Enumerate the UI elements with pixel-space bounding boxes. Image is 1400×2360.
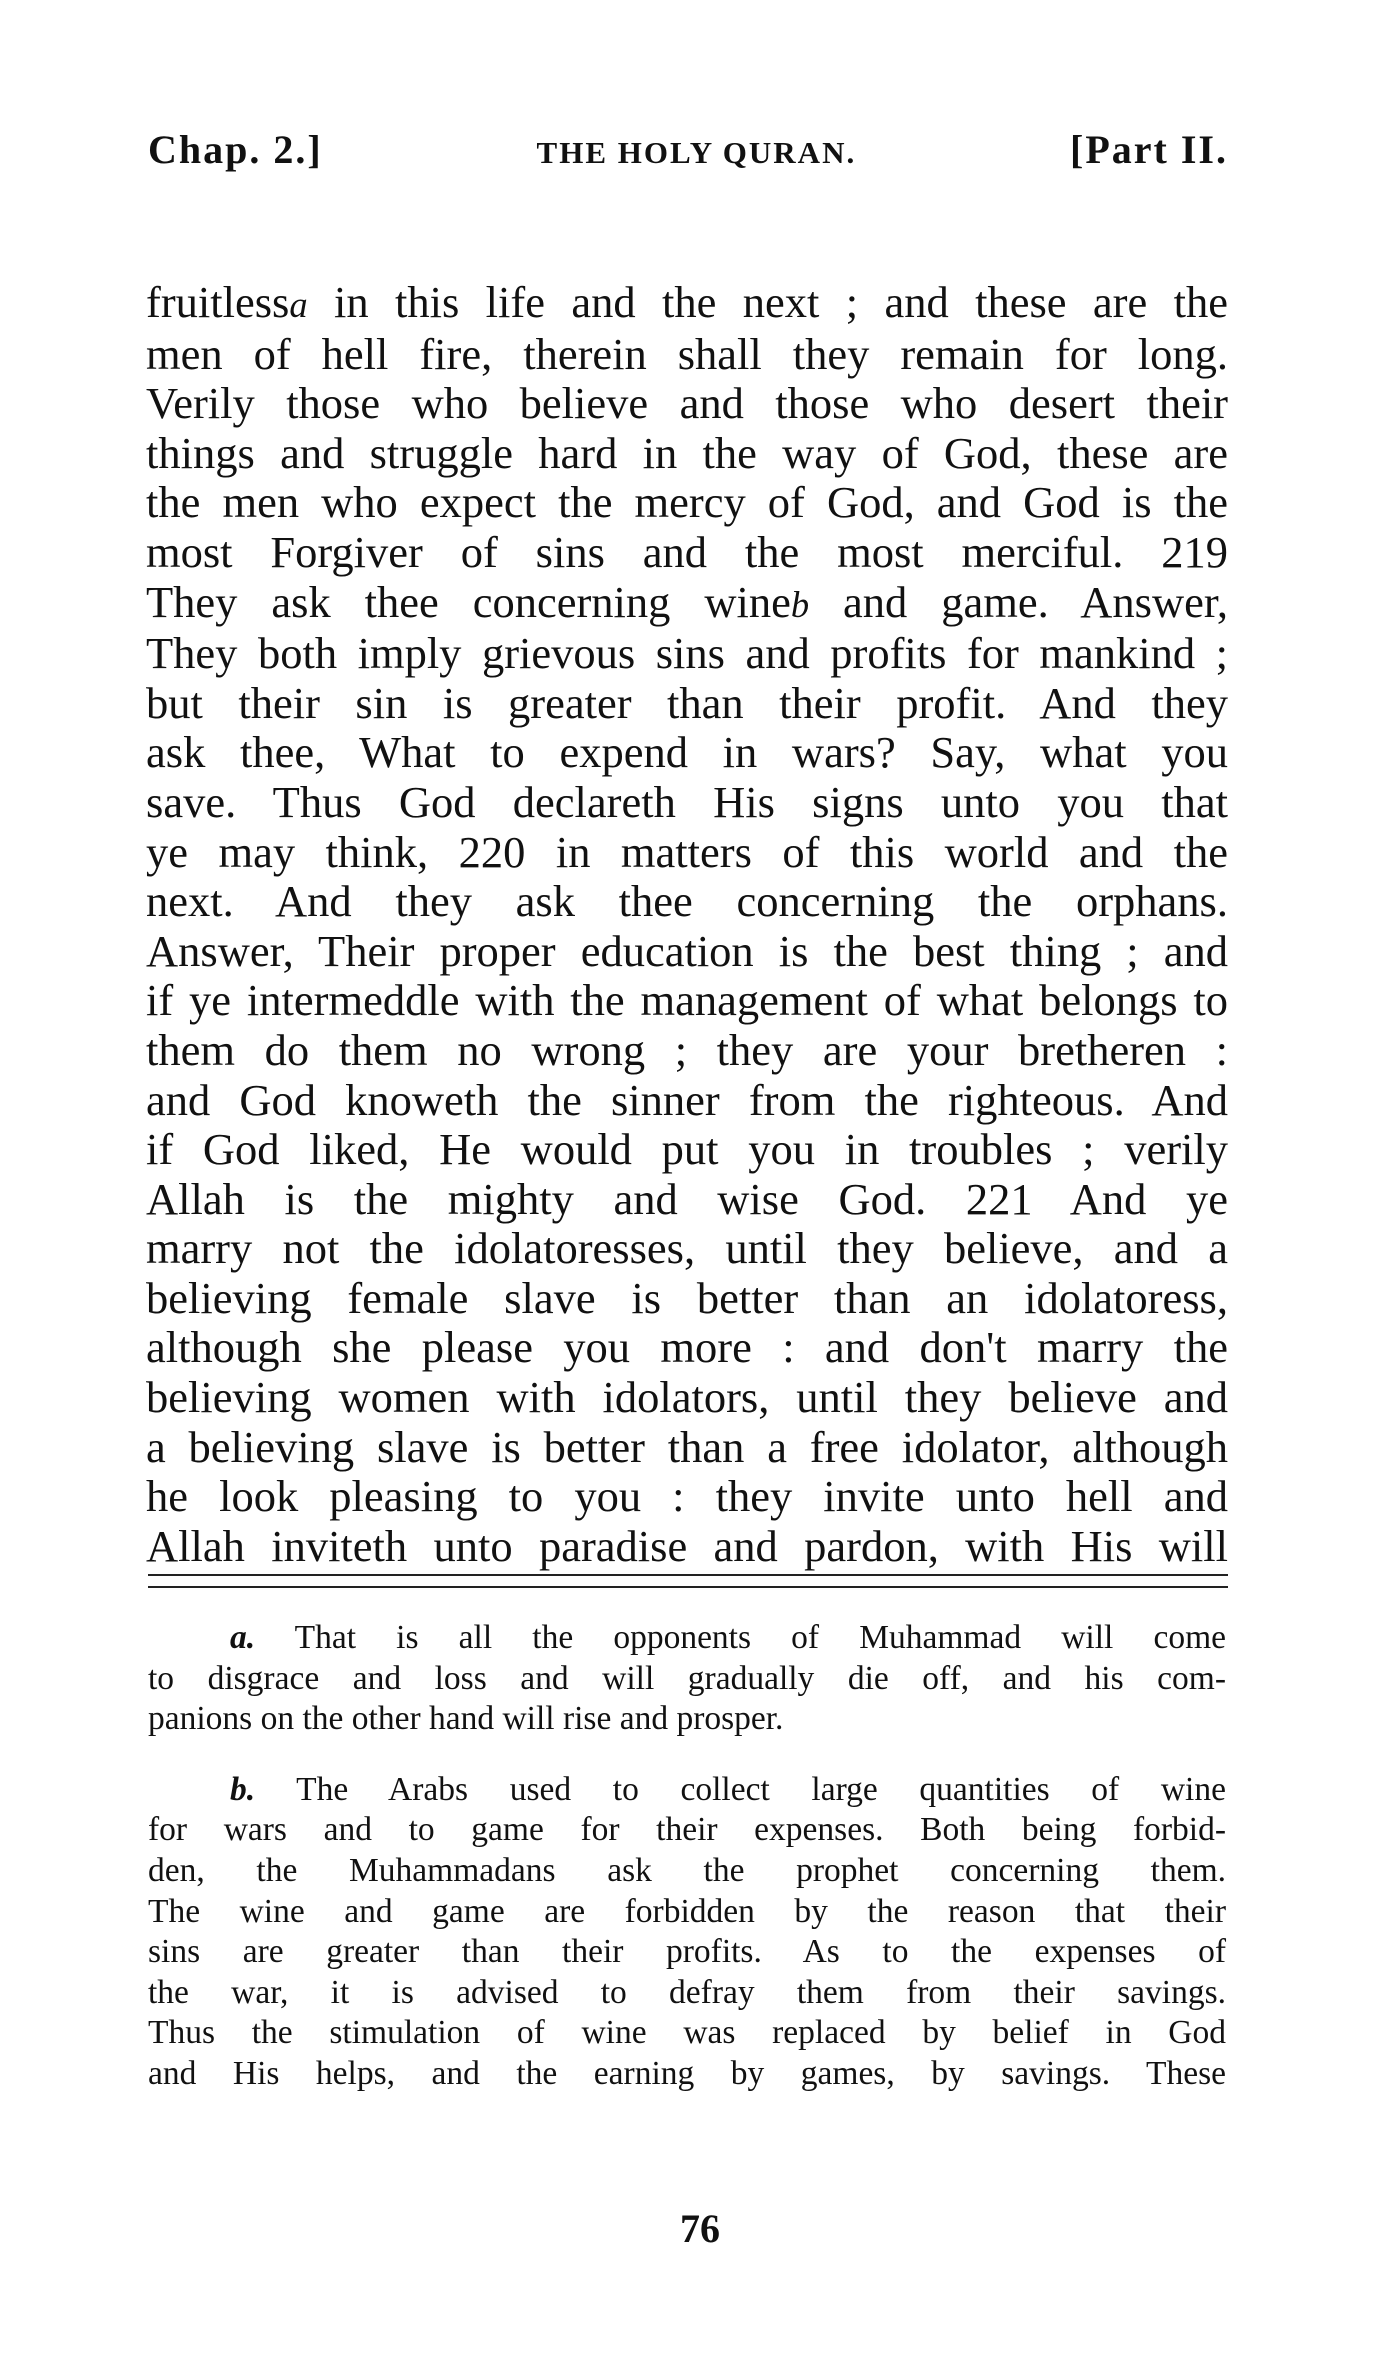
main-text (146, 278, 1228, 1571)
text-line: Allah inviteth unto paradise and pardon, with His will (146, 1520, 1228, 1571)
text-line: he look pleasing to you : they invite unto hell and (146, 1471, 1228, 1522)
text-line: them do them no wrong ; they are your bretheren : (146, 1024, 1228, 1075)
text-line: Allah is the mighty and wise God. 221 And ye (146, 1173, 1228, 1224)
footnote-line: Thus the stimulation of wine was replaced by belief in God (148, 2014, 1226, 2052)
part-label: [Part II. (1070, 127, 1228, 172)
footnote-divider (148, 1574, 1228, 1588)
text-line: ask thee, What to expend in wars? Say, what you (146, 727, 1228, 778)
footnote-line: the war, it is advised to defray them from their savings. (148, 1973, 1226, 2011)
footnote-marker: b. (230, 1770, 256, 1808)
footnote-line: panions on the other hand will rise and prosper. (148, 1700, 784, 1738)
footnote-line: to disgrace and loss and will gradually die off, and his com- (148, 1659, 1226, 1697)
text-line: and God knoweth the sinner from the righteous. And (146, 1074, 1228, 1125)
text-line: things and struggle hard in the way of God, these are (146, 427, 1228, 478)
text-line: They ask thee concerning wineb and game. Answer, (146, 576, 1228, 627)
text-line: the men who expect the mercy of God, and God is the (146, 477, 1228, 528)
footnote-line: den, the Muhammadans ask the prophet concerning them. (148, 1851, 1226, 1889)
book-title: THE HOLY QURAN. (536, 135, 857, 170)
text-line: fruitlessa in this life and the next ; and these are the (146, 277, 1228, 327)
text-line: save. Thus God declareth His signs unto you that (146, 776, 1228, 827)
footnote-line: for wars and to game for their expenses. Both being forbid- (148, 1811, 1226, 1849)
footnote-line: and His helps, and the earning by games, by savings. These (148, 2054, 1226, 2092)
text-line: if ye intermeddle with the management of what belongs to (146, 975, 1228, 1026)
text-line: if God liked, He would put you in troubles ; verily (146, 1124, 1228, 1175)
text-line: Answer, Their proper education is the best thing ; and (146, 925, 1228, 976)
running-header (148, 126, 1228, 173)
text-line: next. And they ask thee concerning the orphans. (146, 876, 1228, 927)
page-number: 76 (680, 2206, 720, 2251)
footnote-line: sins are greater than their profits. As to the expenses of (148, 1933, 1226, 1971)
footnote-marker: a. (230, 1619, 256, 1656)
footnotes (148, 1618, 1226, 2095)
text-line: men of hell fire, therein shall they remain for long. (146, 328, 1228, 379)
text-line: ye may think, 220 in matters of this world and the (146, 826, 1228, 877)
text-line: believing female slave is better than an idolatoress, (146, 1272, 1228, 1323)
chapter-label: Chap. 2.] (148, 127, 323, 172)
footnote-a (148, 1618, 1226, 1740)
text-line: believing women with idolators, until they believe and (146, 1372, 1228, 1423)
text-line: but their sin is greater than their profit. And they (146, 677, 1228, 728)
footnote-line: The wine and game are forbidden by the reason that their (148, 1892, 1226, 1930)
text-line: a believing slave is better than a free idolator, although (146, 1421, 1228, 1472)
footnote-ref-a: a (289, 284, 308, 325)
text-line: Verily those who believe and those who desert their (146, 378, 1228, 429)
footnote-line: b. The Arabs used to collect large quantities of wine (230, 1770, 1226, 1808)
footnote-b (148, 1770, 1226, 2095)
text-line: although she please you more : and don't marry the (146, 1322, 1228, 1373)
footnote-line: a. That is all the opponents of Muhammad will come (230, 1619, 1226, 1656)
text-line: They both imply grievous sins and profits for mankind ; (146, 628, 1228, 679)
text-line: most Forgiver of sins and the most merciful. 219 (146, 526, 1228, 577)
footnote-ref-b: b (790, 583, 810, 625)
text-line: marry not the idolatoresses, until they believe, and a (146, 1223, 1228, 1274)
